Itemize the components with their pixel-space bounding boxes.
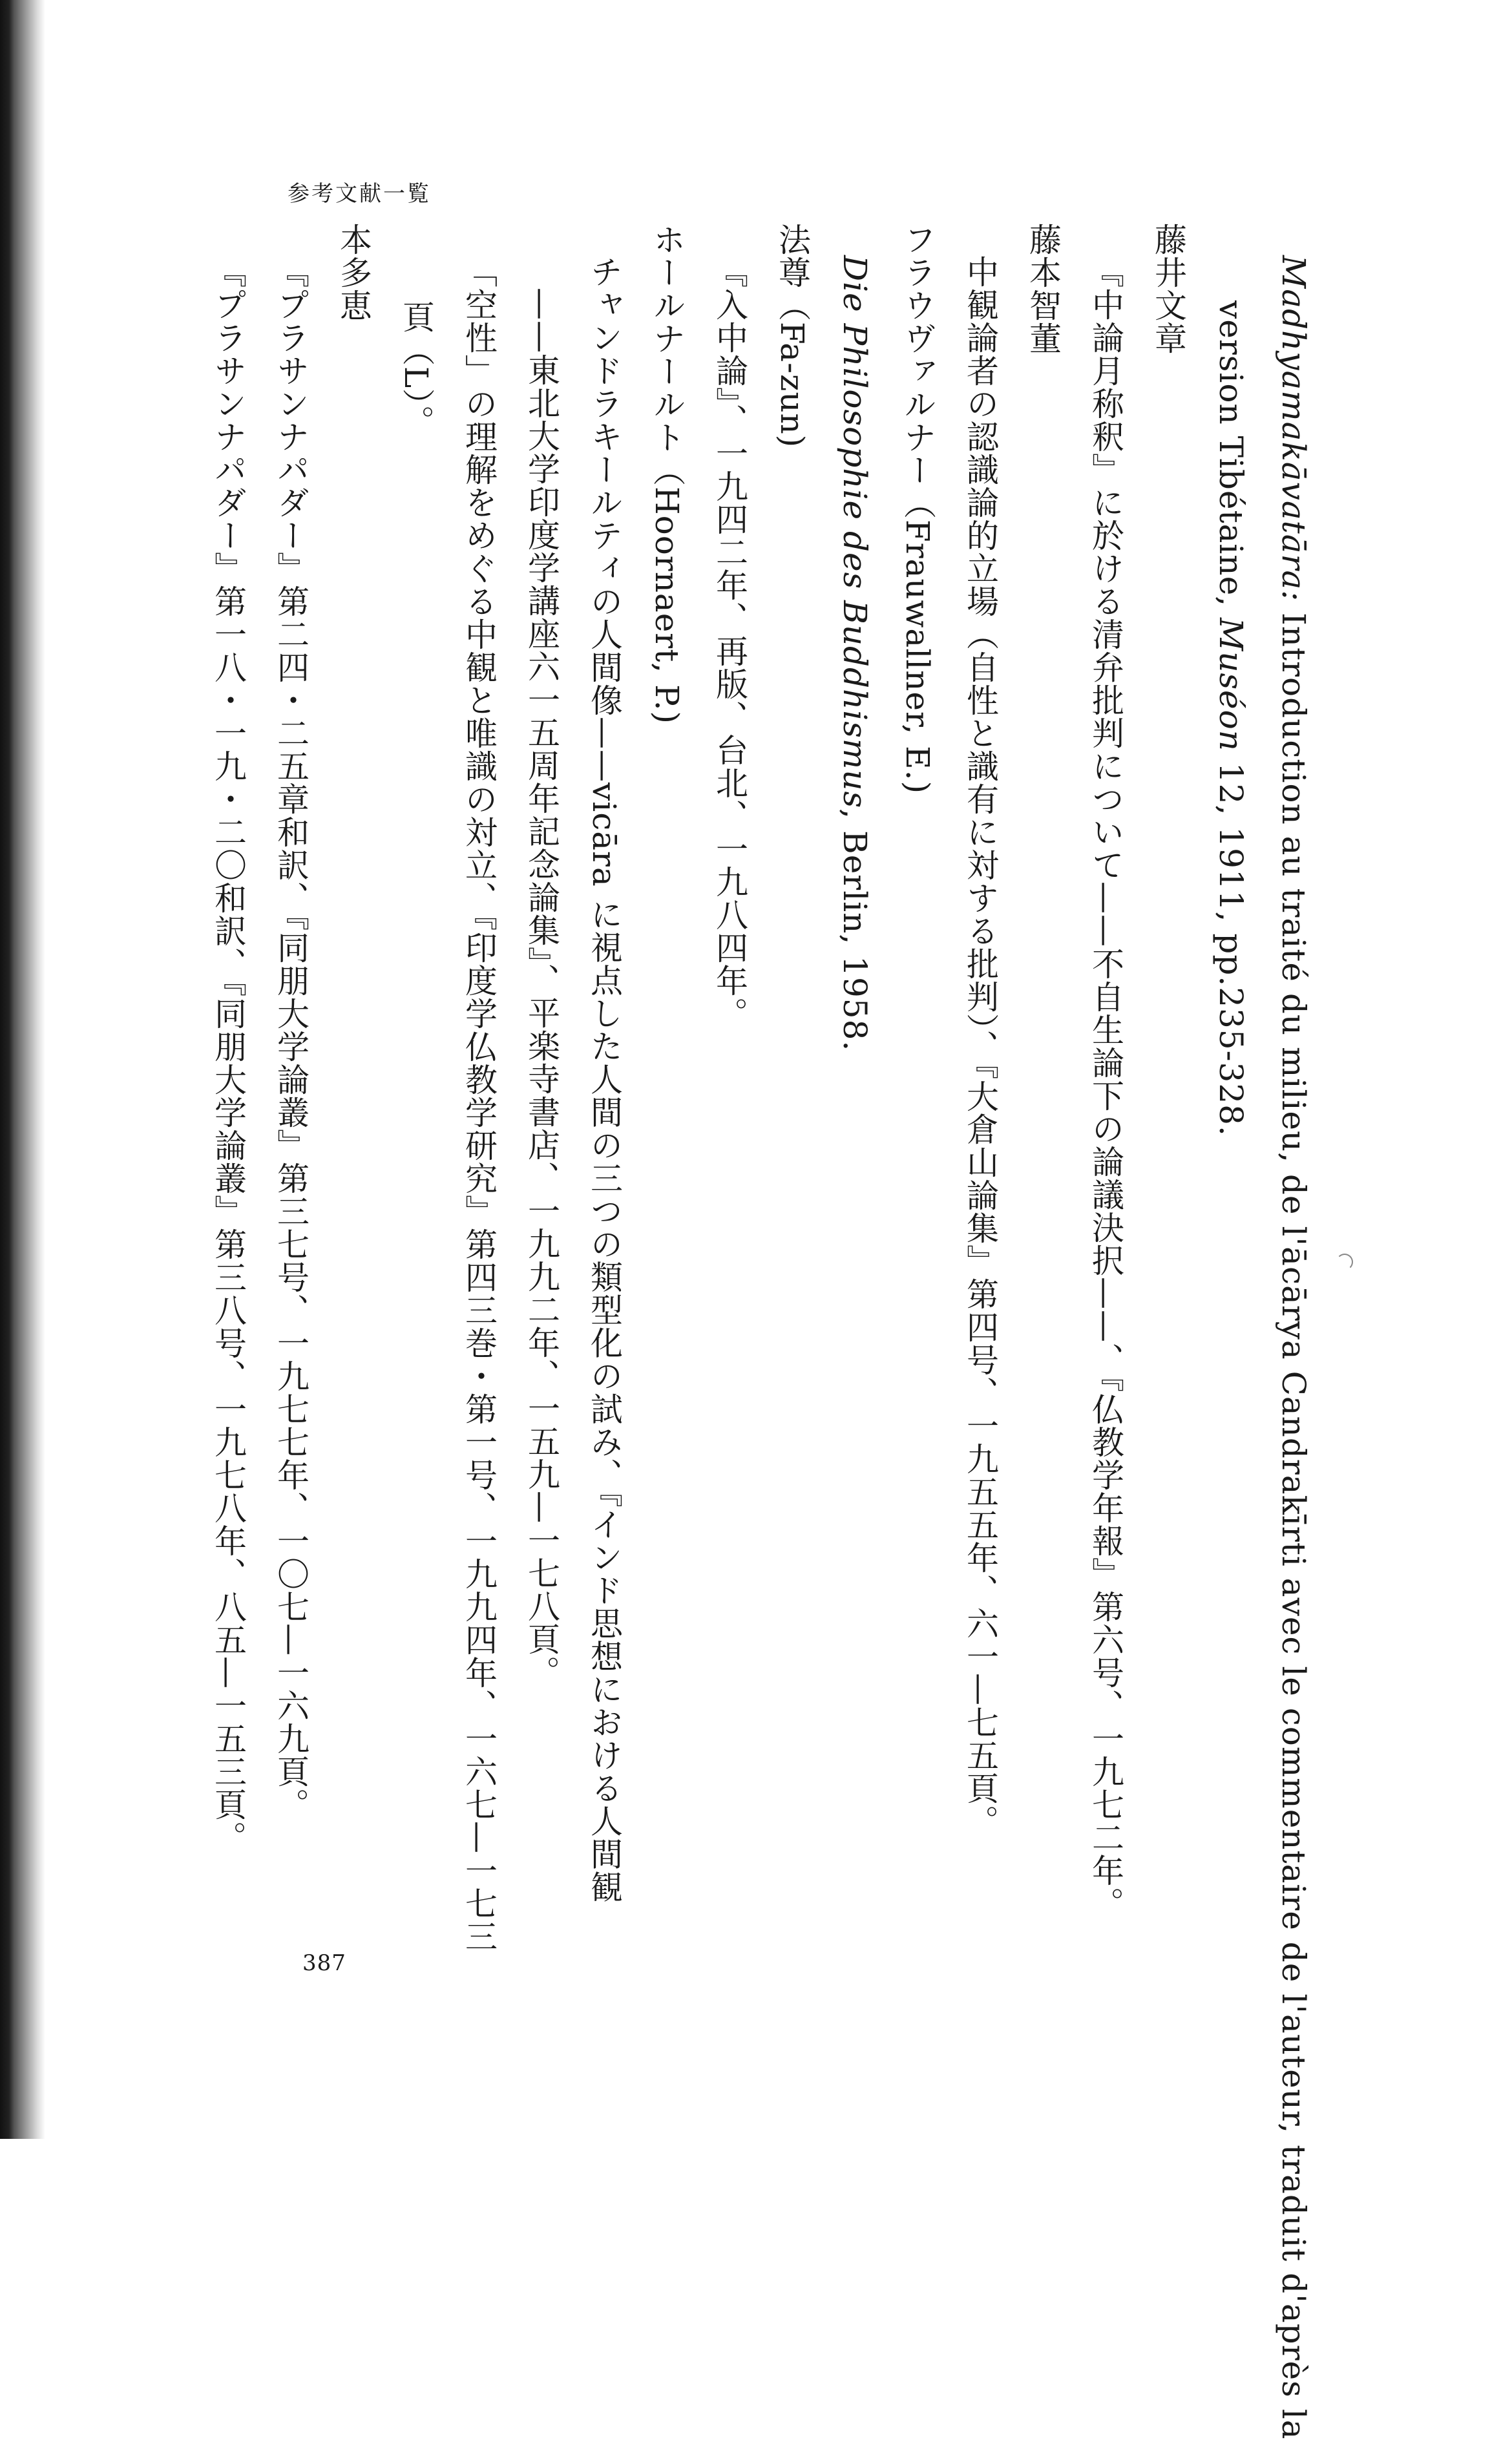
bibliography-line: 『中論月称釈』に於ける清弁批判について——不自生論下の論議決択——、『仏教学年報』第六号、一九七二年。 (1087, 255, 1124, 1920)
book-title: Die Philosophie des Buddhismus (836, 255, 874, 809)
author-heading: 法尊（Fa-zun) (773, 223, 811, 448)
book-title: Madhyamakāvatāra: (1275, 255, 1312, 602)
bibliography-line: チャンドラキールティの人間像——vicāra に視点した人間の三つの類型化の試み、『インド思想における人間観 (585, 255, 623, 1904)
stray-pencil-mark (1336, 1254, 1353, 1270)
bibliography-line: 頁（L）。 (397, 300, 435, 439)
bibliography-line: ——東北大学印度学講座六一五周年記念論集』、平楽寺書店、一九九二年、一五九—一七八頁。 (523, 288, 560, 1688)
journal-title: Muséon (1212, 618, 1250, 752)
running-header: 参考文献一覧 (288, 181, 431, 207)
author-heading: 藤本智董 (1024, 223, 1062, 355)
author-heading: 本多恵 (335, 223, 372, 322)
bibliography-line: 『プラサンナパダー』第二四・二五章和訳、『同朋大学論叢』第三七号、一九七七年、一〇七—一六九頁。 (272, 255, 310, 1821)
bibliography-line: Die Philosophie des Buddhismus, Berlin, 1958. (836, 255, 874, 1052)
bibliography-line: version Tibétaine, Muséon 12, 1911, pp.235-328. (1212, 300, 1250, 1137)
bibliography-line: 中観論者の認識論的立場（自性と識有に対する批判）、『大倉山論集』第四号、一九五五年、六一—七五頁。 (961, 255, 999, 1838)
bibliography-line: Madhyamakāvatāra: Introduction au traité du milieu, de l'ācārya Candrakīrti avec le commentaire de l'auteur, traduit d'après la (1275, 255, 1312, 2440)
bibliography-line: 『入中論』、一九四二年、再版、台北、一九八四年。 (711, 255, 748, 1030)
bibliography-line: 「空性」の理解をめぐる中観と唯識の対立、『印度学仏教学研究』第四三巻・第一号、一九九四年、一六七—一七三 (460, 255, 498, 1953)
binding-shadow (0, 0, 45, 2139)
author-heading: 藤井文章 (1150, 223, 1187, 355)
page-number: 387 (302, 1950, 346, 1976)
bibliography-line: 『プラサンナパダー』第一八・一九・二〇和訳、『同朋大学論叢』第三八号、一九七八年、八五—一五三頁。 (209, 255, 247, 1854)
author-heading: ホールナールト（Hoornaert, P.) (648, 223, 686, 725)
author-heading: フラウヴァルナー（Frauwallner, E.) (899, 223, 936, 795)
